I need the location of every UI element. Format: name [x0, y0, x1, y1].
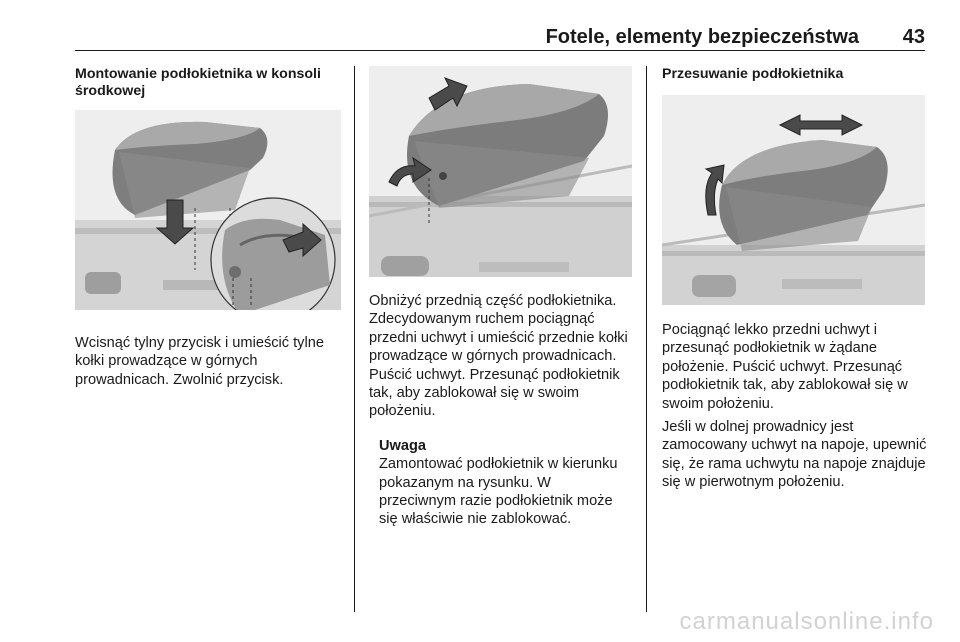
column-sliding [662, 66, 928, 83]
section-title: Fotele, elementy bezpieczeństwa [545, 26, 859, 48]
armrest-mounting-illustration [75, 110, 341, 310]
cupholder-text: Jeśli w dolnej prowadnicy jest zamocowany uchwyt na napoje, upewnić się, że rama uchwytu na napoje znajduje się w pierwotnym położeniu. [662, 419, 927, 491]
sliding-heading: Przesuwanie podłokietnika [662, 66, 844, 82]
column-divider [354, 66, 355, 612]
armrest-lowering-illustration [369, 66, 632, 277]
mounting-heading: Montowanie podłokietnika w konsoli środkowej [75, 66, 321, 99]
column-divider [646, 66, 647, 612]
note-block [379, 437, 632, 529]
page-header [75, 26, 925, 51]
note-title: Uwaga [379, 437, 427, 454]
watermark: carmanualsonline.info [679, 608, 934, 635]
sliding-instructions [662, 321, 928, 492]
column-mounting [75, 66, 341, 100]
note-text: Zamontować podłokietnik w kierunku pokazanym na rysunku. W przeciwnym razie podłokietnik może się właściwie nie zablokować. [379, 456, 618, 528]
lowering-text: Obniżyć przednią część podłokietnika. Zdecydowanym ruchem pociągnąć przedni uchwyt i umieścić przednie kołki prowadzące w górnych prowadnicach. Puścić uchwyt. Przesunąć podłokietnik tak, aby zablokował się w swoim położeniu. [369, 293, 628, 420]
sliding-text: Pociągnąć lekko przedni uchwyt i przesunąć podłokietnik w żądane położenie. Puścić uchwyt. Przesunąć podłokietnik tak, aby zablokował się w swoim położeniu. [662, 322, 908, 412]
armrest-sliding-illustration [662, 95, 925, 305]
mounting-instructions [75, 334, 341, 389]
page-number: 43 [902, 26, 925, 48]
mounting-text: Wcisnąć tylny przycisk i umieścić tylne kołki prowadzące w górnych prowadnicach. Zwolnić przycisk. [75, 335, 324, 388]
lowering-instructions [369, 292, 632, 529]
